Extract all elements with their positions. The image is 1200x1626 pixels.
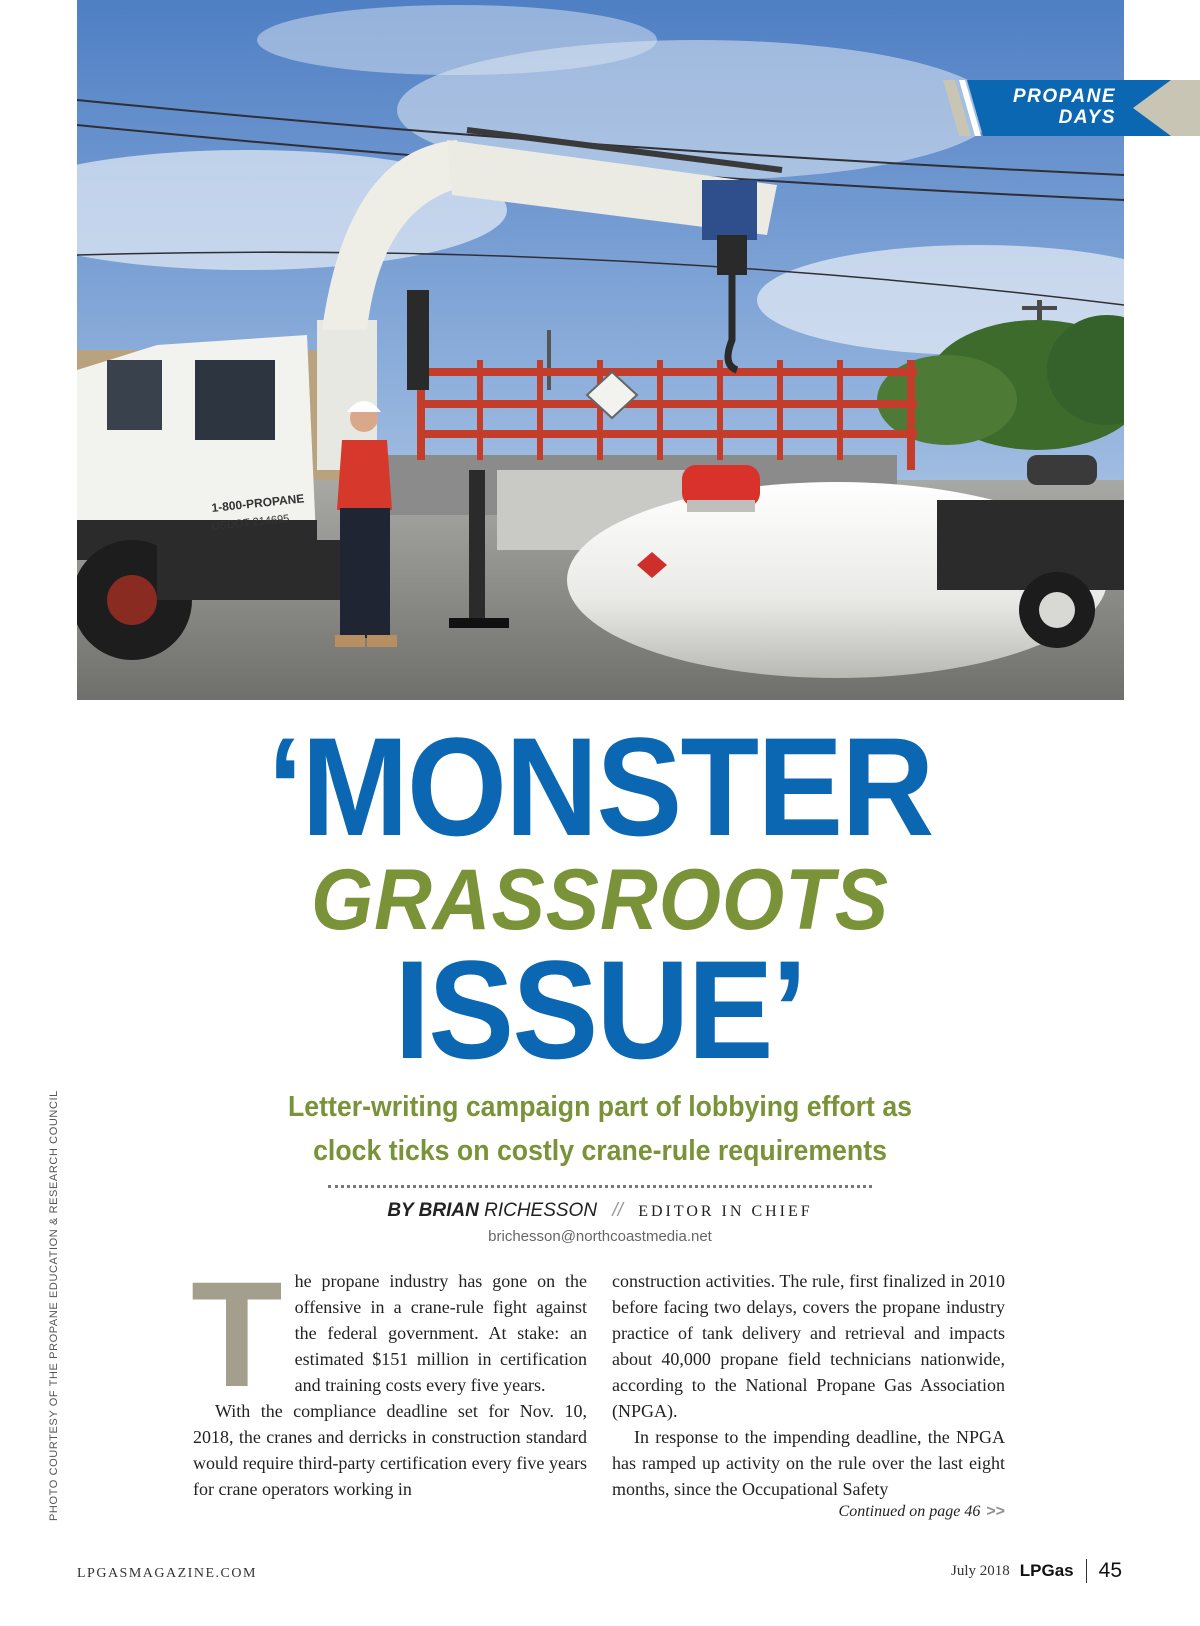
section-tag-line2: DAYS xyxy=(1058,107,1116,128)
deck-line2: clock ticks on costly crane-rule requirements xyxy=(313,1135,887,1167)
byline-role: EDITOR IN CHIEF xyxy=(638,1203,813,1220)
section-tag-line1: PROPANE xyxy=(1012,86,1116,107)
body-paragraph: he propane industry has gone on the offensive in a crane-rule fight against the federal government. At stake: an estimated $151 million in certification and training costs every five years. xyxy=(294,1271,587,1395)
double-chevron-right-icon: >> xyxy=(986,1503,1005,1520)
page-number: 45 xyxy=(1098,1559,1122,1582)
footer-website[interactable]: LPGASMAGAZINE.COM xyxy=(77,1566,257,1581)
body-column-2 xyxy=(612,1268,1005,1502)
byline xyxy=(0,1200,1200,1222)
drop-cap: T xyxy=(191,1250,283,1418)
truck-phone-text: 1-800-PROPANE xyxy=(210,491,305,515)
dotted-divider xyxy=(328,1185,872,1188)
footer-folio xyxy=(951,1557,1122,1585)
headline-line2: GRASSROOTS xyxy=(310,852,890,948)
footer-divider xyxy=(1086,1559,1087,1583)
headline-line3: ISSUE’ xyxy=(394,931,806,1088)
byline-by: BY BRIAN xyxy=(387,1200,479,1221)
continued-link[interactable] xyxy=(612,1503,1005,1521)
author-email[interactable]: brichesson@northcoastmedia.net xyxy=(488,1228,712,1245)
headline-line1: ‘MONSTER xyxy=(267,708,933,865)
body-column-1 xyxy=(191,1250,587,1502)
deck xyxy=(48,1085,1152,1173)
truck-usdot-text: USDOT 214695 xyxy=(211,512,290,533)
section-tag xyxy=(943,80,1200,136)
body-paragraph: In response to the impending deadline, the NPGA has ramped up activity on the rule over the last eight months, since the Occupational Safety xyxy=(612,1427,1005,1499)
body-paragraph: With the compliance deadline set for Nov. 10, 2018, the cranes and derricks in construction standard would require third-party certification every five years for crane operators working in xyxy=(193,1401,587,1499)
footer-date: July 2018 xyxy=(951,1562,1010,1579)
body-paragraph: construction activities. The rule, first finalized in 2010 before facing two delays, covers the propane industry practice of tank delivery and retrieval and impacts about 40,000 propane field technicians nationwide, according to the National Propane Gas Association (NPGA). xyxy=(612,1271,1005,1421)
deck-line1: Letter-writing campaign part of lobbying effort as xyxy=(287,1091,913,1123)
byline-surname: RICHESSON xyxy=(478,1200,598,1221)
footer-brand-logo: LPGas xyxy=(1019,1561,1074,1580)
continued-text: Continued on page 46 xyxy=(838,1503,981,1520)
byline-separator: // xyxy=(612,1200,623,1221)
photo-credit: PHOTO COURTESY OF THE PROPANE EDUCATION & RESEARCH COUNCIL xyxy=(48,1090,60,1521)
